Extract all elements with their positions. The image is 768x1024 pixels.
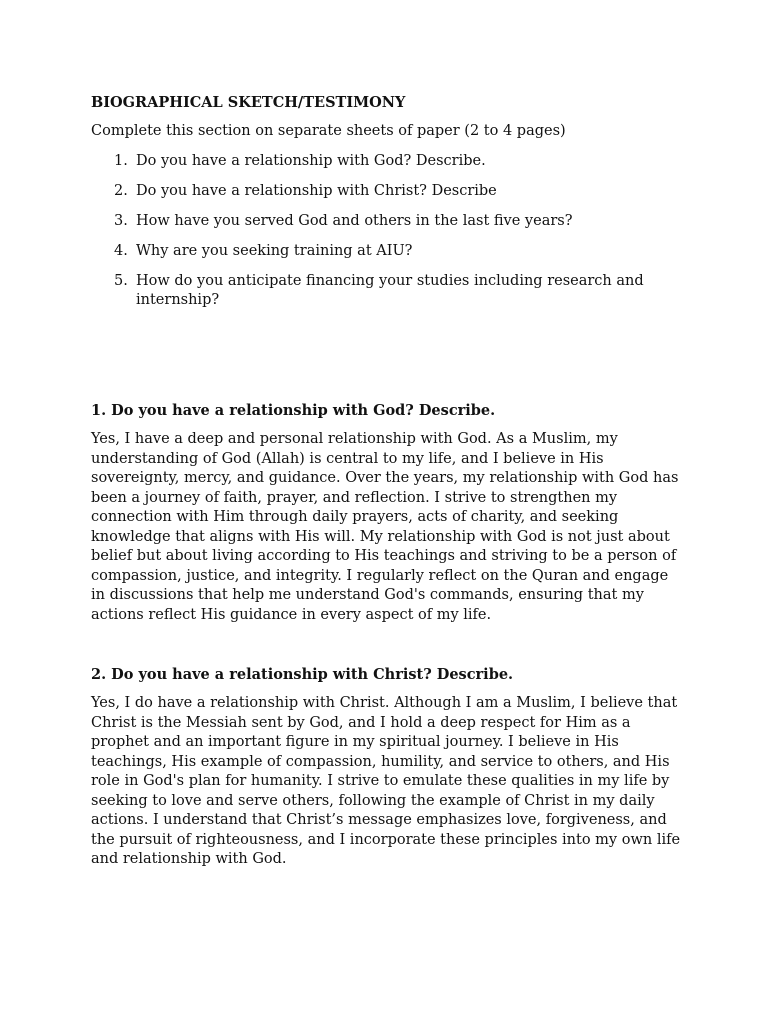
question-text: Do you have a relationship with Christ? Describe: [136, 183, 497, 199]
question-text: Why are you seeking training at AIU?: [136, 243, 413, 259]
question-list: [91, 152, 681, 310]
answer-body: Yes, I have a deep and personal relationship with God. As a Muslim, my understanding of God (Allah) is central to my life, and I believe in His sovereignty, mercy, and guidance. Over the years, my relationship with God has been a journey of faith, prayer, and reflection. I strive to strengthen my connection with Him through daily prayers, acts of charity, and seeking knowledge that aligns with His will. My relationship with God is not just about belief but about living according to His teachings and striving to be a person of compassion, justice, and integrity. I regularly reflect on the Quran and engage in discussions that help me understand God's commands, ensuring that my actions reflect His guidance in every aspect of my life.: [91, 431, 679, 623]
question-number: 2.: [114, 183, 128, 199]
list-item: [91, 182, 681, 201]
document-page: [91, 93, 681, 870]
list-item: [91, 152, 681, 171]
answer-heading: 2. Do you have a relationship with Christ? Describe.: [91, 666, 514, 683]
list-item: [91, 272, 681, 310]
list-item: [91, 242, 681, 261]
question-text: How do you anticipate financing your studies including research and internship?: [136, 273, 644, 308]
answer-body: Yes, I do have a relationship with Christ. Although I am a Muslim, I believe that Christ is the Messiah sent by God, and I hold a deep respect for Him as a prophet and an important figure in my spiritual journey. I believe in His teachings, His example of compassion, humility, and service to others, and His role in God's plan for humanity. I strive to emulate these qualities in my life by seeking to love and serve others, following the example of Christ in my daily actions. I understand that Christ’s message emphasizes love, forgiveness, and the pursuit of righteousness, and I incorporate these principles into my own life and relationship with God.: [91, 695, 681, 867]
question-number: 3.: [114, 213, 128, 229]
question-number: 1.: [114, 153, 128, 169]
answer-section-god: [91, 401, 681, 625]
list-item: [91, 212, 681, 231]
question-number: 5.: [114, 273, 128, 289]
answer-heading: 1. Do you have a relationship with God? Describe.: [91, 402, 496, 419]
question-number: 4.: [114, 243, 128, 259]
document-title: BIOGRAPHICAL SKETCH/TESTIMONY: [91, 94, 406, 111]
question-text: How have you served God and others in the last five years?: [136, 213, 573, 229]
question-text: Do you have a relationship with God? Describe.: [136, 153, 486, 169]
answer-section-christ: [91, 665, 681, 870]
instruction-text: Complete this section on separate sheets of paper (2 to 4 pages): [91, 123, 566, 139]
